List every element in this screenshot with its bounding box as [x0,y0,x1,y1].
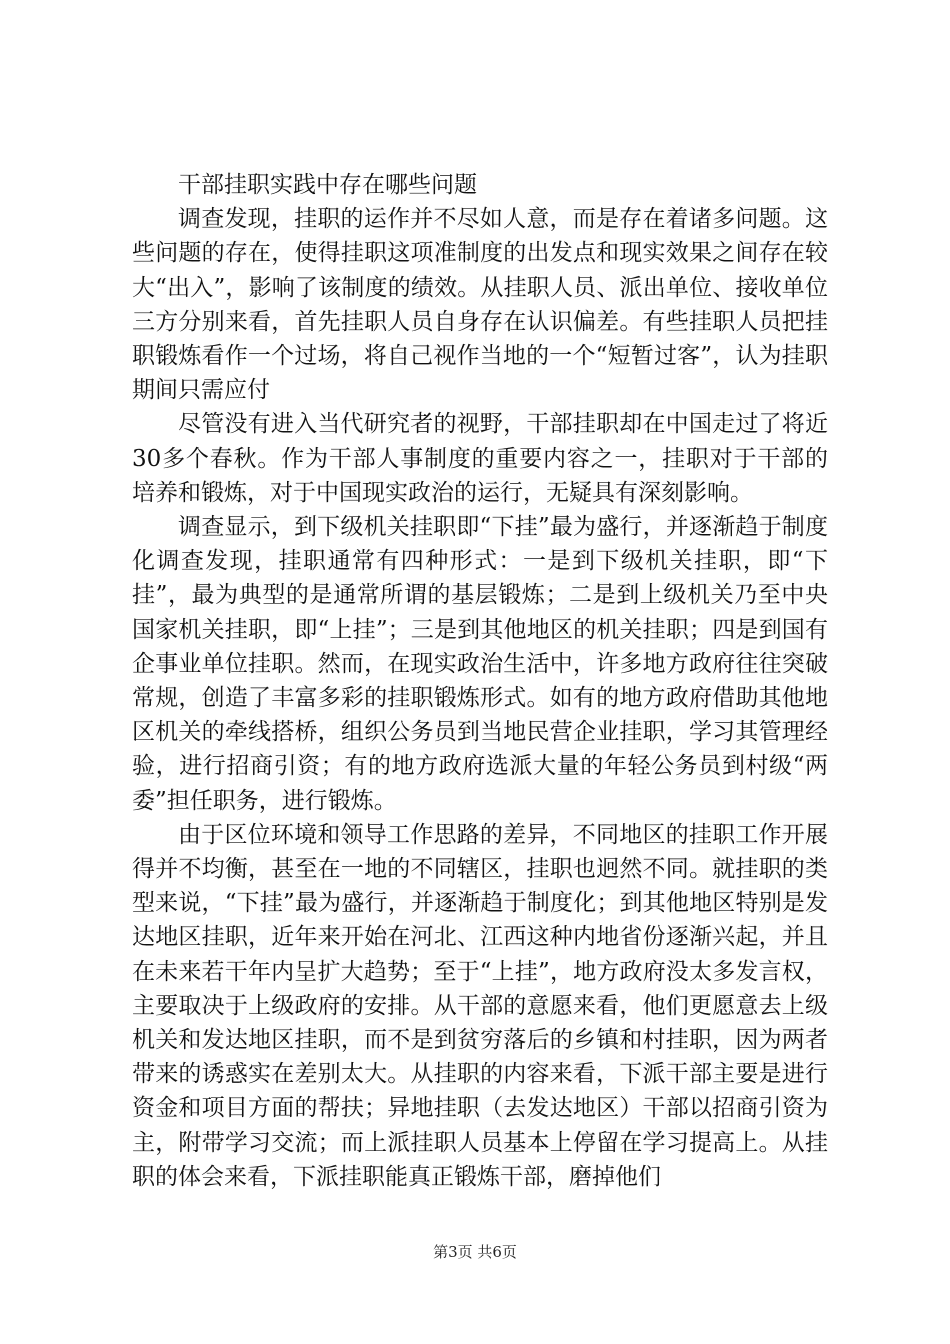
paragraph-2: 尽管没有进入当代研究者的视野，干部挂职却在中国走过了将近30多个春秋。作为干部人事制度的重要内容之一，挂职对于干部的培养和锻炼，对于中国现实政治的运行，无疑具有深刻影响。 [132,411,828,506]
document-body [132,168,828,1194]
paragraph-3: 调查显示，到下级机关挂职即“下挂”最为盛行，并逐渐趋于制度化调查发现，挂职通常有四种形式：一是到下级机关挂职，即“下挂”，最为典型的是通常所谓的基层锻炼；二是到上级机关乃至中央国家机关挂职，即“上挂”；三是到其他地区的机关挂职；四是到国有企事业单位挂职。然而，在现实政治生活中，许多地方政府往往突破常规，创造了丰富多彩的挂职锻炼形式。如有的地方政府借助其他地区机关的牵线搭桥，组织公务员到当地民营企业挂职，学习其管理经验，进行招商引资；有的地方政府选派大量的年轻公务员到村级“两委”担任职务，进行锻炼。 [132,514,828,814]
section-heading: 干部挂职实践中存在哪些问题 [178,172,477,198]
paragraph-1: 调查发现，挂职的运作并不尽如人意，而是存在着诸多问题。这些问题的存在，使得挂职这项准制度的出发点和现实效果之间存在较大“出入”，影响了该制度的绩效。从挂职人员、派出单位、接收单位三方分别来看，首先挂职人员自身存在认识偏差。有些挂职人员把挂职锻炼看作一个过场，将自己视作当地的一个“短暂过客”，认为挂职期间只需应付 [132,206,828,404]
page-number-footer: 第3页 共6页 [433,1243,517,1261]
paragraph-4: 由于区位环境和领导工作思路的差异，不同地区的挂职工作开展得并不均衡，甚至在一地的不同辖区，挂职也迥然不同。就挂职的类型来说，“下挂”最为盛行，并逐渐趋于制度化；到其他地区特别是发达地区挂职，近年来开始在河北、江西这种内地省份逐渐兴起，并且在未来若干年内呈扩大趋势；至于“上挂”，地方政府没太多发言权，主要取决于上级政府的安排。从干部的意愿来看，他们更愿意去上级机关和发达地区挂职，而不是到贫穷落后的乡镇和村挂职，因为两者带来的诱惑实在差别太大。从挂职的内容来看，下派干部主要是进行资金和项目方面的帮扶；异地挂职（去发达地区）干部以招商引资为主，附带学习交流；而上派挂职人员基本上停留在学习提高上。从挂职的体会来看，下派挂职能真正锻炼干部，磨掉他们 [132,821,828,1190]
